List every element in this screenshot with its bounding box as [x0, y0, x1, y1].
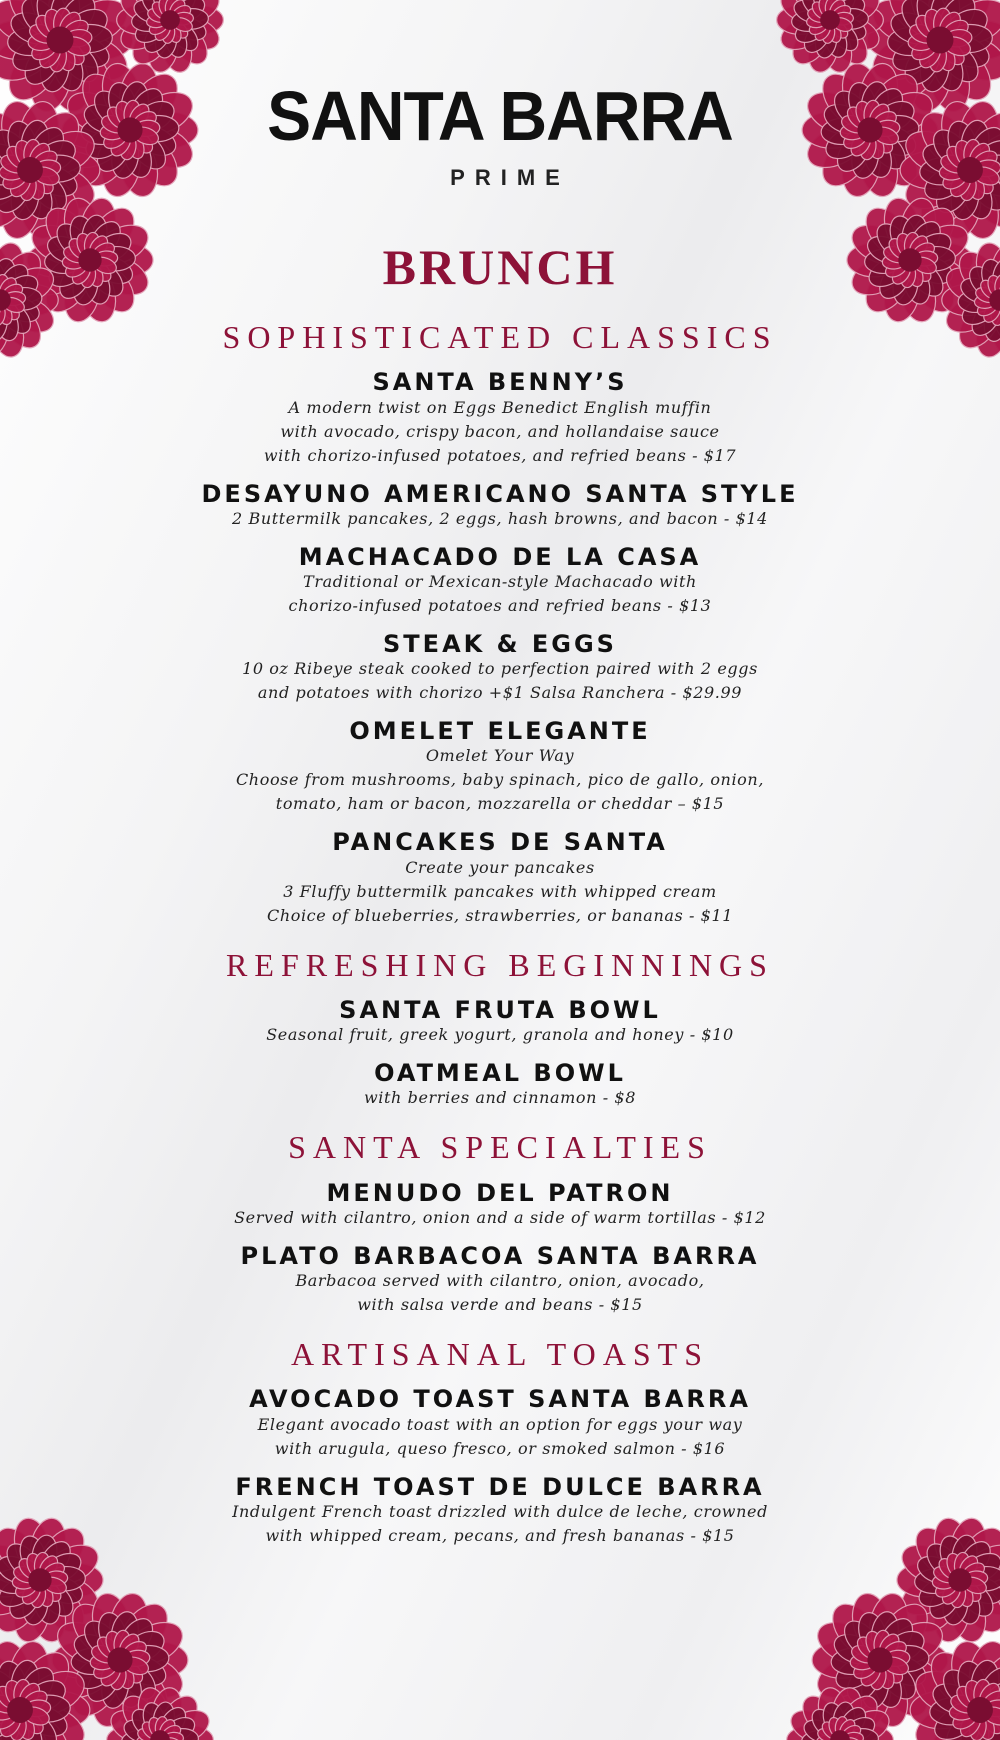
- menu-item-description: with avocado, crispy bacon, and hollandaise sauce: [280, 421, 720, 441]
- menu-item-description: A modern twist on Eggs Benedict English muffin: [288, 397, 712, 417]
- menu-item-description: Barbacoa served with cilantro, onion, avocado,: [295, 1271, 705, 1291]
- menu-item-name: STEAK & EGGS: [383, 629, 617, 658]
- menu-item-name: SANTA BENNY’S: [372, 368, 628, 397]
- menu-item-description: Omelet Your Way: [425, 746, 575, 766]
- menu-item-description: Seasonal fruit, greek yogurt, granola and honey - $10: [266, 1025, 734, 1045]
- menu-item: [0, 1387, 1000, 1460]
- menu-item-description: with salsa verde and beans - $15: [357, 1295, 643, 1315]
- menu-item-description: and potatoes with chorizo +$1 Salsa Ranchera - $29.99: [257, 683, 743, 703]
- menu-item-name: FRENCH TOAST DE DULCE BARRA: [235, 1472, 765, 1501]
- menu-item-name: DESAYUNO AMERICANO SANTA STYLE: [201, 479, 799, 508]
- menu-item-description: Choice of blueberries, strawberries, or bananas - $11: [266, 905, 734, 925]
- menu-item: [0, 542, 1000, 618]
- menu-section: [0, 318, 1000, 928]
- section-title: SANTA SPECIALTIES: [288, 1129, 712, 1166]
- section-title: REFRESHING BEGINNINGS: [226, 946, 774, 983]
- menu-item-description: with arugula, queso fresco, or smoked salmon - $16: [274, 1438, 726, 1458]
- menu-item: [0, 1472, 1000, 1548]
- menu-item: [0, 1178, 1000, 1230]
- menu-section: [0, 1335, 1000, 1548]
- menu-item-name: OATMEAL BOWL: [374, 1059, 626, 1088]
- menu-item: [0, 1241, 1000, 1317]
- menu-section: [0, 1128, 1000, 1317]
- menu-item-description: 2 Buttermilk pancakes, 2 eggs, hash browns, and bacon - $14: [232, 508, 768, 528]
- menu-item-description: Traditional or Mexican-style Machacado with: [303, 571, 697, 591]
- menu-item: [0, 719, 1000, 816]
- menu-item-name: OMELET ELEGANTE: [349, 717, 651, 746]
- menu-item-description: with whipped cream, pecans, and fresh bananas - $15: [265, 1525, 735, 1545]
- brand-logo-subtitle: PRIME: [450, 165, 570, 190]
- menu-item-description: Indulgent French toast drizzled with dulce de leche, crowned: [232, 1501, 768, 1521]
- brand-logo-name: SANTA BARRA: [267, 77, 733, 155]
- menu-item: [0, 629, 1000, 705]
- menu-item-name: PANCAKES DE SANTA: [332, 828, 668, 857]
- menu-item-name: SANTA FRUTA BOWL: [339, 995, 661, 1024]
- menu-section: [0, 946, 1000, 1111]
- menu-item-description: 3 Fluffy buttermilk pancakes with whipped cream: [283, 881, 717, 901]
- menu-item-description: Served with cilantro, onion and a side of warm tortillas - $12: [234, 1207, 766, 1227]
- menu-item-name: PLATO BARBACOA SANTA BARRA: [240, 1241, 760, 1270]
- menu-item: [0, 479, 1000, 531]
- menu-item-name: MENUDO DEL PATRON: [326, 1178, 674, 1207]
- menu-item-description: Choose from mushrooms, baby spinach, pico de gallo, onion,: [235, 770, 765, 790]
- menu-item: [0, 1061, 1000, 1110]
- menu-item-description: with berries and cinnamon - $8: [364, 1088, 636, 1108]
- menu-item-description: Create your pancakes: [405, 857, 595, 877]
- menu-item: [0, 830, 1000, 927]
- menu-item-description: chorizo-infused potatoes and refried beans - $13: [288, 595, 712, 615]
- menu-item: [0, 370, 1000, 467]
- menu-item-name: MACHACADO DE LA CASA: [298, 542, 702, 571]
- menu-item-description: tomato, ham or bacon, mozzarella or cheddar – $15: [275, 794, 725, 814]
- menu-item-description: with chorizo-infused potatoes, and refried beans - $17: [263, 445, 737, 465]
- menu-title: BRUNCH: [382, 239, 618, 295]
- menu-item-name: AVOCADO TOAST SANTA BARRA: [249, 1385, 751, 1414]
- menu-item: [0, 995, 1000, 1047]
- section-title: ARTISANAL TOASTS: [291, 1336, 709, 1373]
- section-title: SOPHISTICATED CLASSICS: [222, 319, 778, 355]
- menu-content: [0, 318, 1000, 1548]
- menu-item-description: Elegant avocado toast with an option for eggs your way: [257, 1414, 743, 1434]
- menu-item-description: 10 oz Ribeye steak cooked to perfection paired with 2 eggs: [242, 659, 758, 679]
